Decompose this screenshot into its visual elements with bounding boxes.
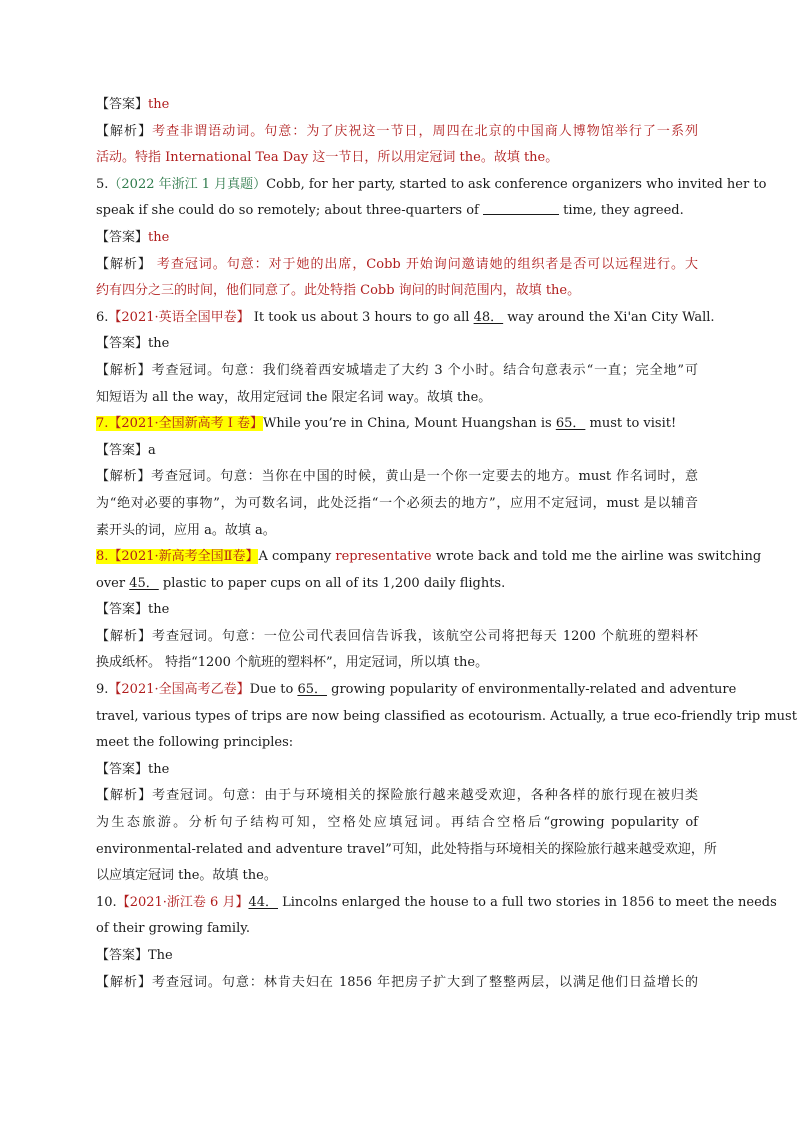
q8-question-line-2 <box>96 571 698 598</box>
analysis-label: 【解析】 <box>96 974 152 990</box>
q10-question-line-2 <box>96 916 698 943</box>
q9-answer-line <box>96 757 698 784</box>
q10-number: 10. <box>96 894 117 910</box>
q9-text-3: meet the following principles: <box>96 735 294 751</box>
answer-label: 【答案】 <box>96 442 149 458</box>
q7-blank: 65． <box>555 416 586 432</box>
q9-number: 9. <box>96 682 109 698</box>
q5-analysis-line-2 <box>96 278 698 305</box>
q8-answer: the <box>148 602 170 618</box>
q6-analysis-1: 考查冠词。句意：我们绕着西安城墙走了大约 3 个小时。结合句意表示“一直；完全地”可 <box>151 362 698 378</box>
q9-analysis-3: environmental-related and adventure travel”可知，此处特指与环境相关的探险旅行越来越受欢迎，所 <box>96 841 717 857</box>
q4-answer: the <box>148 97 170 112</box>
q5-answer: the <box>148 229 170 245</box>
q7-analysis-line-1 <box>96 464 698 491</box>
q8-text-a: A company <box>258 549 336 565</box>
q4-analysis-1: 考查非谓语动词。句意：为了庆祝这一节日，周四在北京的中国商人博物馆举行了一系列 <box>152 123 698 139</box>
q9-blank: 65． <box>297 682 327 698</box>
q8-question-line-1 <box>96 544 762 571</box>
q7-analysis-line-2 <box>96 491 698 518</box>
q9-answer: the <box>148 761 170 777</box>
q9-question-line-1 <box>96 677 737 704</box>
q9-analysis-4: 以应填定冠词 the。故填 the。 <box>96 868 277 884</box>
q7-analysis-1: 考查冠词。句意：当你在中国的时候，黄山是一个你一定要去的地方。must 作名词时，意 <box>151 469 698 485</box>
q8-source: 8.【2021·新高考全国Ⅱ卷】 <box>96 549 259 565</box>
answer-label: 【答案】 <box>96 97 149 112</box>
q8-analysis-line-2 <box>96 650 698 677</box>
q10-analysis-line-1 <box>96 970 698 997</box>
q9-analysis-line-1 <box>96 783 698 810</box>
q5-blank-line <box>483 202 559 215</box>
analysis-label: 【解析】 <box>96 256 152 272</box>
q9-analysis-2: 为生态旅游。分析句子结构可知，空格处应填冠词。再结合空格后“growing popularity of <box>96 815 698 831</box>
q6-source: 【2021·英语全国甲卷】 <box>108 309 250 325</box>
q5-answer-line <box>96 225 698 252</box>
q10-question-line-1 <box>96 890 777 917</box>
q10-answer: The <box>148 948 173 963</box>
q6-answer: the <box>148 336 170 352</box>
q4-answer-line <box>96 92 698 119</box>
q8-text-b: wrote back and told me the airline was switching <box>431 549 762 565</box>
q8-blank: 45． <box>129 575 159 591</box>
q6-answer-line <box>96 331 698 358</box>
q6-analysis-line-2 <box>96 385 698 412</box>
q8-analysis-line-1 <box>96 624 698 651</box>
answer-label: 【答案】 <box>96 602 149 618</box>
q5-analysis-2: 约有四分之三的时间，他们同意了。此处特指 Cobb 询问的时间范围内，故填 the。 <box>96 283 581 299</box>
q10-text-a: Lincolns enlarged the house to a full two stories in 1856 to meet the needs <box>278 894 777 910</box>
q6-text-b: way around the Xi'an City Wall. <box>503 309 715 325</box>
q10-answer-line <box>96 943 698 970</box>
q6-analysis-line-1 <box>96 358 698 385</box>
q9-text-b: growing popularity of environmentally-related and adventure <box>326 682 737 698</box>
q5-analysis-line-1 <box>96 252 698 279</box>
answer-label: 【答案】 <box>96 229 149 245</box>
q8-text-2a: over <box>96 575 130 591</box>
q9-analysis-1: 考查冠词。句意：由于与环境相关的探险旅行越来越受欢迎，各种各样的旅行现在被归类 <box>152 788 698 804</box>
q10-blank: 44． <box>248 894 278 910</box>
q8-analysis-1: 考查冠词。句意：一位公司代表回信告诉我，该航空公司将把每天 1200 个航班的塑料杯 <box>151 628 698 644</box>
q5-number: 5. <box>96 176 109 192</box>
analysis-label: 【解析】 <box>96 788 153 804</box>
q7-analysis-line-3 <box>96 518 698 545</box>
q4-analysis-line-2 <box>96 145 698 172</box>
q5-text-1: Cobb, for her party, started to ask conference organizers who invited her to <box>266 176 767 192</box>
q7-analysis-2: 为“绝对必要的事物”，为可数名词，此处泛指“一个必须去的地方”，应用不定冠词，must 是以辅音 <box>96 495 698 511</box>
q7-answer: a <box>148 442 156 458</box>
q7-analysis-3: 素开头的词，应用 a。故填 a。 <box>96 522 276 538</box>
q9-text-a: Due to <box>249 682 298 698</box>
q6-analysis-2: 知短语为 all the way，故用定冠词 the 限定名词 way。故填 the。 <box>96 389 492 405</box>
q8-analysis-2: 换成纸杯。 特指“1200 个航班的塑料杯”，用定冠词，所以填 the。 <box>96 655 489 671</box>
q9-question-line-2 <box>96 704 797 731</box>
q10-source: 【2021·浙江卷 6 月】 <box>116 894 249 910</box>
q9-analysis-line-4 <box>96 863 698 890</box>
q8-answer-line <box>96 597 698 624</box>
q7-text-a: While you’re in China, Mount Huangshan is <box>263 416 556 432</box>
q9-analysis-line-2 <box>96 810 698 837</box>
q8-word-red: representative <box>335 549 432 565</box>
q10-analysis-1: 考查冠词。句意：林肯夫妇在 1856 年把房子扩大到了整整两层，以满足他们日益增长的 <box>151 974 698 990</box>
answer-label: 【答案】 <box>96 948 149 963</box>
analysis-label: 【解析】 <box>96 362 152 378</box>
q5-text-2b: time, they agreed. <box>563 203 684 219</box>
q5-question-line-2 <box>96 198 698 225</box>
q4-analysis-2: 活动。特指 International Tea Day 这一节日，所以用定冠词 the。故填 the。 <box>96 150 559 166</box>
analysis-label: 【解析】 <box>96 628 152 644</box>
q9-question-line-3 <box>96 730 698 757</box>
q5-analysis-1: 考查冠词。句意：对于她的出席，Cobb 开始询问邀请她的组织者是否可以远程进行。大 <box>151 256 698 272</box>
q7-source: 7.【2021·全国新高考 I 卷】 <box>96 416 264 432</box>
document-content <box>96 92 797 996</box>
q5-question-line-1 <box>96 172 767 199</box>
q5-source: （2022 年浙江 1 月真题） <box>108 176 267 192</box>
q6-text-a: It took us about 3 hours to go all <box>249 309 474 325</box>
q8-text-2b: plastic to paper cups on all of its 1,200 daily flights. <box>158 575 506 591</box>
q9-source: 【2021·全国高考乙卷】 <box>108 682 250 698</box>
q6-number: 6. <box>96 309 109 325</box>
analysis-label: 【解析】 <box>96 469 152 485</box>
q7-question-line <box>96 411 698 438</box>
q4-analysis-line-1 <box>96 119 698 146</box>
q9-analysis-line-3 <box>96 837 717 864</box>
q6-blank: 48． <box>473 309 504 325</box>
q5-text-2a: speak if she could do so remotely; about three-quarters of <box>96 203 479 219</box>
analysis-label: 【解析】 <box>96 123 153 139</box>
answer-label: 【答案】 <box>96 336 149 352</box>
q10-text-2: of their growing family. <box>96 921 250 937</box>
q7-answer-line <box>96 438 698 465</box>
q9-text-2: travel, various types of trips are now being classified as ecotourism. Actually, a true eco-friendly trip must <box>96 708 797 724</box>
q7-text-b: must to visit! <box>585 416 677 432</box>
q6-question-line <box>96 305 715 332</box>
answer-label: 【答案】 <box>96 761 149 777</box>
